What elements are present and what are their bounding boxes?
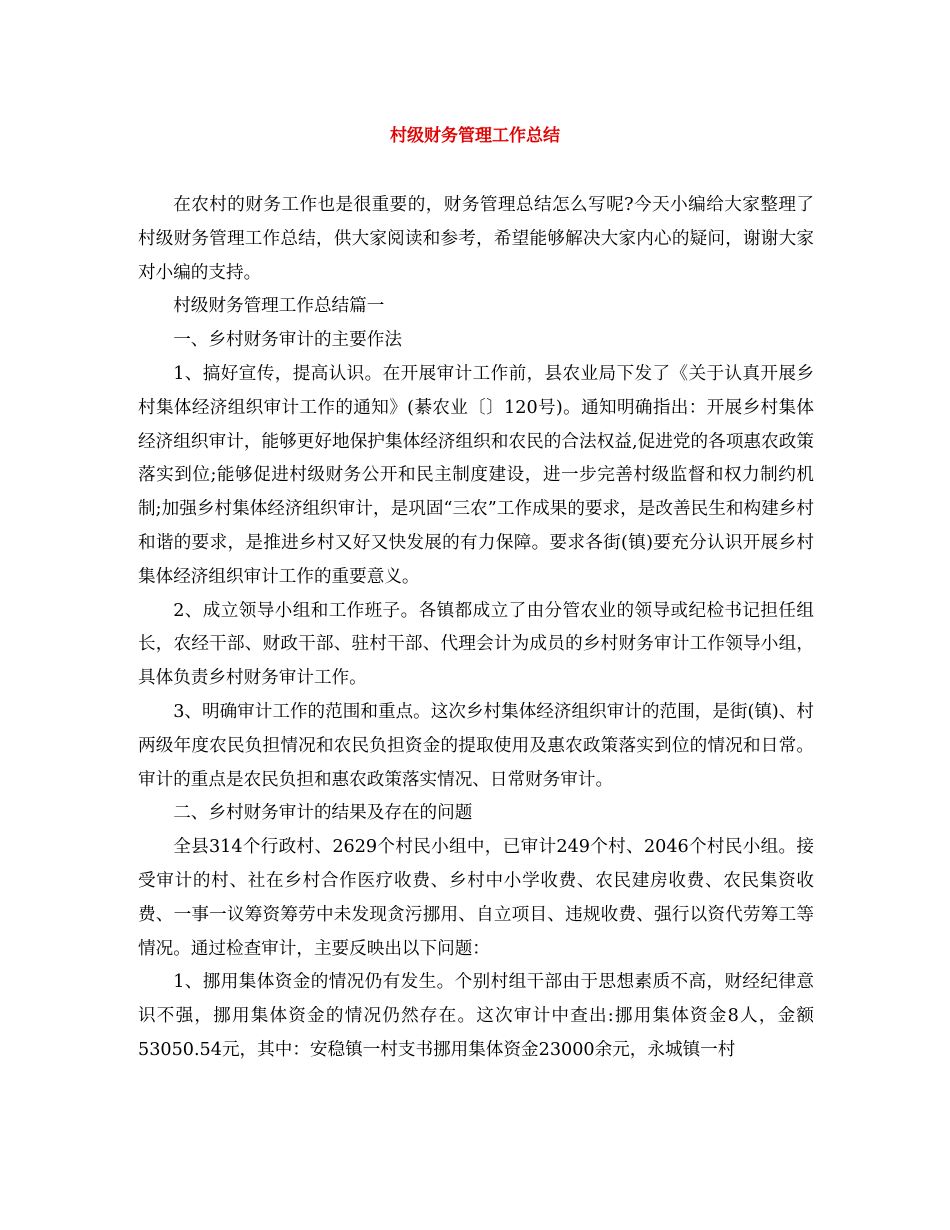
body-paragraph: 2、成立领导小组和工作班子。各镇都成立了由分管农业的领导或纪检书记担任组长，农经干部、财政干部、驻村干部、代理会计为成员的乡村财务审计工作领导小组，具体负责乡村财务审计工作。 xyxy=(138,600,814,689)
intro-paragraph: 在农村的财务工作也是很重要的，财务管理总结怎么写呢?今天小编给大家整理了村级财务管理工作总结，供大家阅读和参考，希望能够解决大家内心的疑问，谢谢大家对小编的支持。 xyxy=(138,195,814,283)
section-heading: 村级财务管理工作总结篇一 xyxy=(173,296,385,317)
body-paragraph: 1、搞好宣传，提高认识。在开展审计工作前，县农业局下发了《关于认真开展乡村集体经济组织审计工作的通知》(綦农业〔〕120号)。通知明确指出：开展乡村集体经济组织审计，能够更好地保护集体经济组织和农民的合法权益,促进党的各项惠农政策落实到位;能够促进村级财务公开和民主制度建设，进一步完善村级监督和权力制约机制;加强乡村集体经济组织审计，是巩固“三农”工作成果的要求，是改善民生和构建乡村和谐的要求，是推进乡村又好又快发展的有力保障。要求各街(镇)要充分认识开展乡村集体经济组织审计工作的重要意义。 xyxy=(138,363,814,587)
section-heading: 一、乡村财务审计的主要作法 xyxy=(173,330,402,351)
body-paragraph: 全县314个行政村、2629个村民小组中，已审计249个村、2046个村民小组。接受审计的村、社在乡村合作医疗收费、乡村中小学收费、农民建房收费、农民集资收费、一事一议筹资筹劳中未发现贪污挪用、自立项目、违规收费、强行以资代劳筹工等情况。通过检查审计，主要反映出以下问题： xyxy=(138,837,814,959)
document-body xyxy=(138,189,814,1068)
body-paragraph: 1、挪用集体资金的情况仍有发生。个别村组干部由于思想素质不高，财经纪律意识不强，挪用集体资金的情况仍然存在。这次审计中查出:挪用集体资金8人，金额53050.54元，其中：安稳镇一村支书挪用集体资金23000余元，永城镇一村 xyxy=(138,972,814,1060)
document-title: 村级财务管理工作总结 xyxy=(390,126,560,146)
body-paragraph: 3、明确审计工作的范围和重点。这次乡村集体经济组织审计的范围，是街(镇)、村两级年度农民负担情况和农民负担资金的提取使用及惠农政策落实到位的情况和日常。审计的重点是农民负担和惠农政策落实情况、日常财务审计。 xyxy=(138,701,814,790)
section-heading: 二、乡村财务审计的结果及存在的问题 xyxy=(173,803,473,824)
